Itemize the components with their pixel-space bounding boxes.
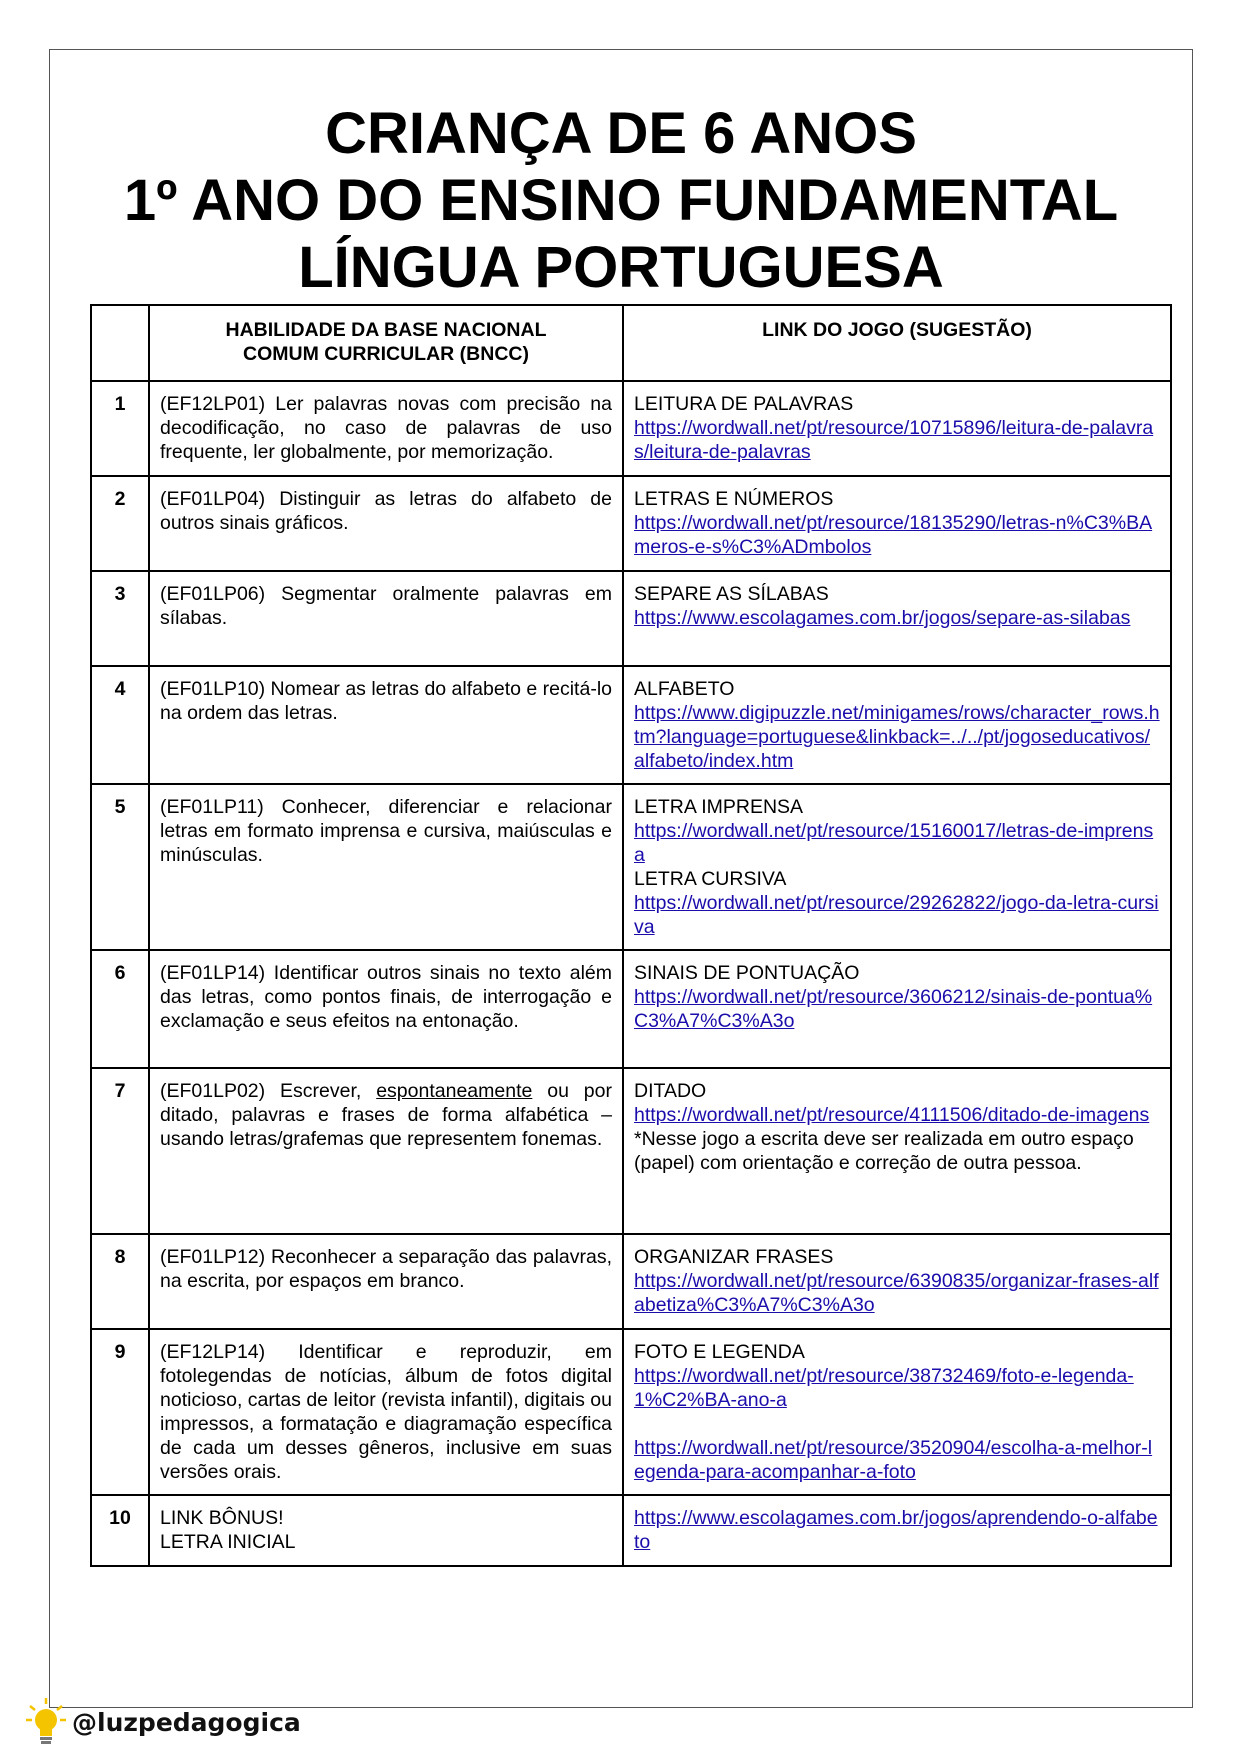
row-skill: (EF12LP14) Identificar e reproduzir, em fotolegendas de notícias, álbum de fotos digital noticioso, cartas de leitor (revista infantil), digitais ou impressos, a formatação e diagramação específica de cada um desses gêneros, inclusive em suas versões orais.: [149, 1329, 623, 1495]
row-link-cell: [623, 666, 1171, 784]
row-skill: [149, 1495, 623, 1566]
row-link-cell: [623, 784, 1171, 950]
row-link-cell: [623, 1234, 1171, 1329]
row-skill-part-a: (EF01LP02) Escrever,: [160, 1080, 377, 1102]
game-link[interactable]: https://wordwall.net/pt/resource/3520904/escolha-a-melhor-legenda-para-acompanhar-a-foto: [634, 1437, 1153, 1483]
table-header-row: [91, 305, 1171, 381]
row-skill-part-b: ou por ditado, palavras e frases de forma alfabética – usando letras/grafemas que representem fonemas.: [160, 1080, 612, 1150]
row-link-cell: [623, 381, 1171, 476]
row-skill-underlined: espontaneamente: [376, 1080, 533, 1102]
link-spacer: [634, 1412, 1160, 1436]
game-title: DITADO: [634, 1080, 707, 1102]
row-link-cell: [623, 1068, 1171, 1234]
row-number: 6: [91, 950, 149, 1068]
row-skill: (EF12LP01) Ler palavras novas com precisão na decodificação, no caso de palavras de uso frequente, ler globalmente, por memorização.: [149, 381, 623, 476]
row-skill: [149, 1068, 623, 1234]
row-skill: (EF01LP11) Conhecer, diferenciar e relacionar letras em formato imprensa e cursiva, maiúsculas e minúsculas.: [149, 784, 623, 950]
header-habilidade-line-2: COMUM CURRICULAR (BNCC): [243, 343, 529, 365]
row-number: 1: [91, 381, 149, 476]
table-row: [91, 1495, 1171, 1566]
footer-brand: [0, 1690, 301, 1754]
table-row: [91, 950, 1171, 1068]
row-link-cell: [623, 1495, 1171, 1566]
lightbulb-icon: [26, 1696, 66, 1748]
row-skill: (EF01LP14) Identificar outros sinais no texto além das letras, como pontos finais, de interrogação e exclamação e seus efeitos na entonação.: [149, 950, 623, 1068]
game-link[interactable]: https://wordwall.net/pt/resource/29262822/jogo-da-letra-cursiva: [634, 892, 1159, 938]
row-link-cell: [623, 571, 1171, 666]
game-link[interactable]: https://wordwall.net/pt/resource/3606212/sinais-de-pontua%C3%A7%C3%A3o: [634, 986, 1153, 1032]
bonus-title: LETRA INICIAL: [160, 1531, 296, 1553]
skills-table: [90, 304, 1172, 1567]
table-row: [91, 784, 1171, 950]
row-number: 8: [91, 1234, 149, 1329]
game-title: FOTO E LEGENDA: [634, 1341, 805, 1363]
table-row: [91, 1234, 1171, 1329]
title-line-2: 1º ANO DO ENSINO FUNDAMENTAL: [123, 168, 1119, 233]
row-number: 4: [91, 666, 149, 784]
row-skill: (EF01LP12) Reconhecer a separação das palavras, na escrita, por espaços em branco.: [149, 1234, 623, 1329]
table-row: [91, 1329, 1171, 1495]
row-number: 2: [91, 476, 149, 571]
row-link-cell: [623, 1329, 1171, 1495]
game-title: ALFABETO: [634, 678, 735, 700]
game-title: SINAIS DE PONTUAÇÃO: [634, 962, 860, 984]
table-row: [91, 1068, 1171, 1234]
row-skill: (EF01LP10) Nomear as letras do alfabeto e recitá-lo na ordem das letras.: [149, 666, 623, 784]
game-title: LETRA CURSIVA: [634, 868, 787, 890]
game-link[interactable]: https://wordwall.net/pt/resource/4111506/ditado-de-imagens: [634, 1104, 1150, 1126]
game-title: SEPARE AS SÍLABAS: [634, 583, 829, 605]
social-handle: @luzpedagogica: [72, 1707, 301, 1737]
header-habilidade-line-1: HABILIDADE DA BASE NACIONAL: [225, 319, 547, 341]
game-link[interactable]: https://www.escolagames.com.br/jogos/separe-as-silabas: [634, 607, 1131, 629]
game-note: *Nesse jogo a escrita deve ser realizada em outro espaço (papel) com orientação e correção de outra pessoa.: [634, 1128, 1134, 1174]
game-link[interactable]: https://wordwall.net/pt/resource/10715896/leitura-de-palavras/leitura-de-palavras: [634, 417, 1154, 463]
table-row: [91, 476, 1171, 571]
game-title: LEITURA DE PALAVRAS: [634, 393, 854, 415]
game-link[interactable]: https://www.escolagames.com.br/jogos/aprendendo-o-alfabeto: [634, 1507, 1158, 1553]
row-link-cell: [623, 950, 1171, 1068]
page-title: [49, 100, 1193, 301]
game-title: LETRA IMPRENSA: [634, 796, 804, 818]
game-link[interactable]: https://wordwall.net/pt/resource/18135290/letras-n%C3%BAmeros-e-s%C3%ADmbolos: [634, 512, 1153, 558]
row-skill: (EF01LP06) Segmentar oralmente palavras em sílabas.: [149, 571, 623, 666]
game-title: LETRAS E NÚMEROS: [634, 488, 834, 510]
row-number: 10: [91, 1495, 149, 1566]
row-number: 3: [91, 571, 149, 666]
row-number: 9: [91, 1329, 149, 1495]
row-number: 7: [91, 1068, 149, 1234]
game-link[interactable]: https://wordwall.net/pt/resource/6390835/organizar-frases-alfabetiza%C3%A7%C3%A3o: [634, 1270, 1159, 1316]
bonus-label: LINK BÔNUS!: [160, 1507, 284, 1529]
table-row: [91, 381, 1171, 476]
game-title: ORGANIZAR FRASES: [634, 1246, 834, 1268]
row-link-cell: [623, 476, 1171, 571]
header-link: LINK DO JOGO (SUGESTÃO): [623, 305, 1171, 381]
title-line-3: LÍNGUA PORTUGUESA: [298, 235, 944, 300]
header-num: [91, 305, 149, 381]
row-number: 5: [91, 784, 149, 950]
table-row: [91, 571, 1171, 666]
header-habilidade: [149, 305, 623, 381]
row-skill: (EF01LP04) Distinguir as letras do alfabeto de outros sinais gráficos.: [149, 476, 623, 571]
game-link[interactable]: https://www.digipuzzle.net/minigames/rows/character_rows.htm?language=portuguese&linkback=../../pt/jogoseducativos/alfabeto/index.htm: [634, 702, 1160, 772]
table-row: [91, 666, 1171, 784]
game-link[interactable]: https://wordwall.net/pt/resource/38732469/foto-e-legenda-1%C2%BA-ano-a: [634, 1365, 1134, 1411]
title-line-1: CRIANÇA DE 6 ANOS: [325, 101, 917, 166]
game-link[interactable]: https://wordwall.net/pt/resource/15160017/letras-de-imprensa: [634, 820, 1154, 866]
